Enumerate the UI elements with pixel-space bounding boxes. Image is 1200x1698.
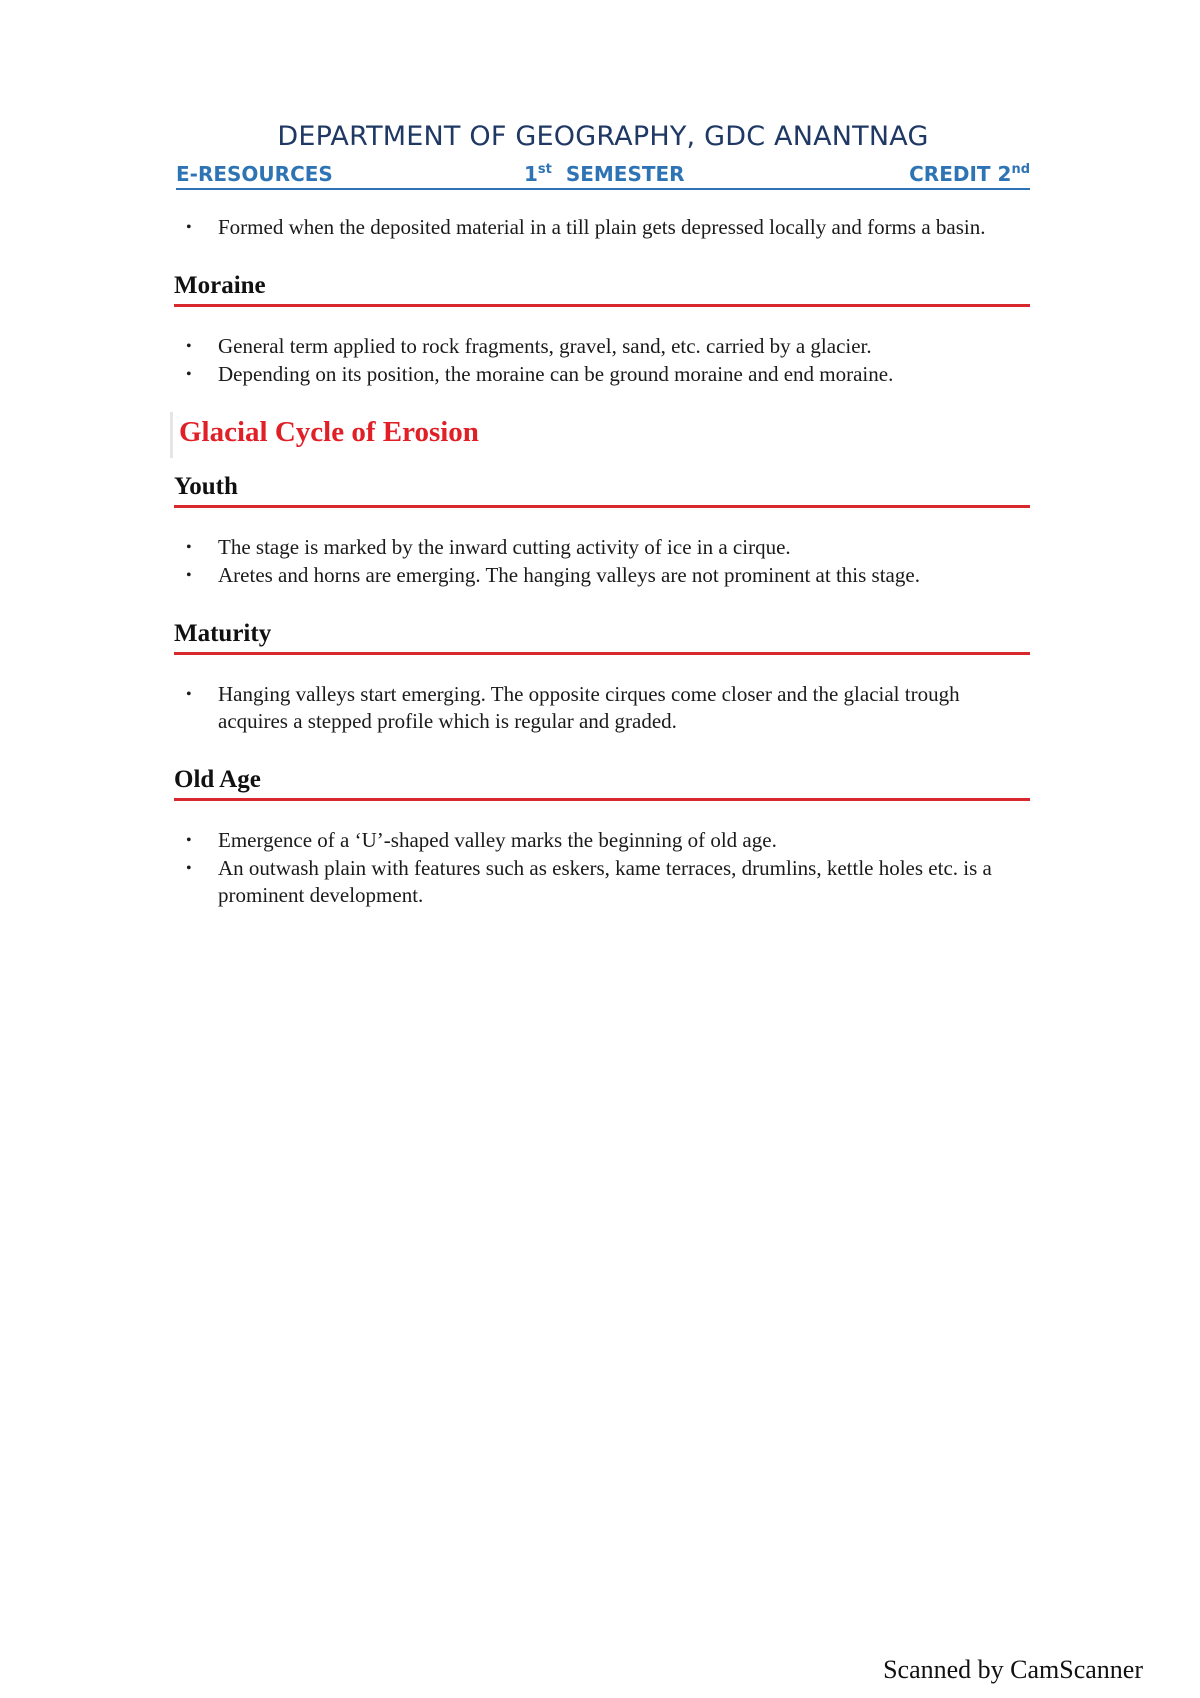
moraine-list [176, 333, 1030, 388]
e-resources-label: E-RESOURCES [176, 162, 333, 186]
old-age-heading: Old Age [174, 765, 1030, 801]
youth-list [176, 534, 1030, 589]
credit-text: CREDIT 2 [909, 162, 1012, 186]
moraine-heading: Moraine [174, 271, 1030, 307]
youth-heading: Youth [174, 472, 1030, 508]
page-header [176, 118, 1030, 190]
credit-suffix: nd [1011, 162, 1030, 177]
header-subline [176, 156, 1030, 190]
bullet-icon: • [186, 539, 192, 556]
list-item [176, 333, 1030, 360]
semester-suffix: st [537, 162, 552, 177]
bullet-icon: • [186, 366, 192, 383]
glacial-cycle-heading: Glacial Cycle of Erosion [170, 412, 1030, 458]
list-item-text: General term applied to rock fragments, gravel, sand, etc. carried by a glacier. [218, 334, 872, 358]
semester-text: SEMESTER [565, 162, 685, 186]
list-item [176, 214, 1030, 241]
document-body [176, 214, 1030, 910]
list-item-text: Hanging valleys start emerging. The opposite cirques come closer and the glacial trough acquires a stepped profile which is regular and graded. [218, 682, 960, 733]
intro-list [176, 214, 1030, 241]
list-item-text: The stage is marked by the inward cutting activity of ice in a cirque. [218, 535, 791, 559]
maturity-list [176, 681, 1030, 735]
scanner-watermark: Scanned by CamScanner [883, 1655, 1143, 1684]
bullet-icon: • [186, 860, 192, 877]
list-item-text: Depending on its position, the moraine can be ground moraine and end moraine. [218, 362, 894, 386]
semester-number: 1 [524, 162, 538, 186]
list-item [176, 681, 1030, 735]
bullet-icon: • [186, 338, 192, 355]
old-age-list [176, 827, 1030, 909]
list-item-text: Aretes and horns are emerging. The hanging valleys are not prominent at this stage. [218, 563, 920, 587]
department-title: DEPARTMENT OF GEOGRAPHY, GDC ANANTNAG [277, 121, 929, 152]
list-item [176, 562, 1030, 589]
bullet-icon: • [186, 219, 192, 236]
list-item-text: An outwash plain with features such as eskers, kame terraces, drumlins, kettle holes etc. is a prominent development. [218, 856, 992, 907]
list-item-text: Formed when the deposited material in a till plain gets depressed locally and forms a basin. [218, 215, 986, 239]
list-item [176, 855, 1030, 909]
list-item [176, 534, 1030, 561]
list-item [176, 361, 1030, 388]
bullet-icon: • [186, 686, 192, 703]
list-item-text: Emergence of a ‘U’-shaped valley marks the beginning of old age. [218, 828, 777, 852]
credit-label [909, 162, 1030, 186]
semester-label [524, 162, 685, 186]
bullet-icon: • [186, 567, 192, 584]
list-item [176, 827, 1030, 854]
maturity-heading: Maturity [174, 619, 1030, 655]
bullet-icon: • [186, 832, 192, 849]
